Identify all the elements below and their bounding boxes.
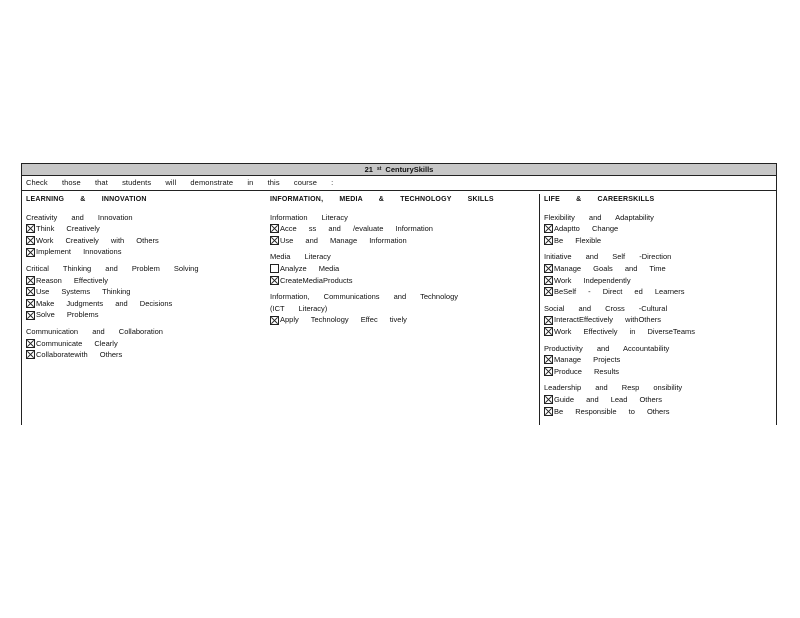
skill-item (270, 235, 532, 247)
checked-checkbox[interactable] (544, 236, 553, 245)
skill-item (544, 263, 776, 275)
table-title (22, 163, 776, 176)
checked-checkbox[interactable] (26, 311, 35, 320)
skill-item (26, 298, 266, 310)
skill-item (544, 366, 776, 378)
divider (22, 190, 776, 191)
skill-group (270, 212, 532, 247)
title-prefix: 21 (364, 165, 373, 174)
checked-checkbox[interactable] (26, 248, 35, 257)
skill-item (544, 286, 776, 298)
group-title: Critical Thinking and Problem Solving (26, 263, 199, 273)
skill-group (270, 251, 532, 286)
checked-checkbox[interactable] (544, 395, 553, 404)
skill-label: Communicate Clearly (36, 338, 118, 348)
group-subtitle: (ICT Literacy) (270, 303, 328, 313)
skill-label: Manage Projects (554, 355, 621, 365)
skill-item (26, 286, 266, 298)
skill-group (544, 212, 776, 247)
skill-group (544, 382, 776, 417)
skill-item (26, 309, 266, 321)
skill-label: CreateMediaProducts (280, 275, 353, 285)
column-heading: LIFE & CAREERSKILLS (544, 196, 655, 203)
checked-checkbox[interactable] (26, 224, 35, 233)
checked-checkbox[interactable] (544, 327, 553, 336)
skill-label: InteractEffectively withOthers (554, 315, 661, 325)
checked-checkbox[interactable] (270, 276, 279, 285)
skill-group (270, 291, 532, 326)
column-information (270, 194, 532, 331)
group-title: Productivity and Accountability (544, 343, 670, 353)
skill-item (544, 275, 776, 287)
skill-group (544, 343, 776, 378)
checked-checkbox[interactable] (26, 299, 35, 308)
skill-item (270, 263, 532, 275)
skill-label: Reason Effectively (36, 275, 108, 285)
skill-group (544, 303, 776, 338)
skill-item (26, 235, 266, 247)
skill-label: Apply Technology Effec tively (280, 315, 407, 325)
skill-label: Acce ss and /evaluate Information (280, 224, 433, 234)
skill-group (26, 326, 266, 361)
checked-checkbox[interactable] (544, 316, 553, 325)
group-title: Communication and Collaboration (26, 326, 163, 336)
skill-label: Implement Innovations (36, 247, 122, 257)
skill-label: Use Systems Thinking (36, 287, 131, 297)
skill-item (270, 275, 532, 287)
checked-checkbox[interactable] (544, 264, 553, 273)
skill-item (26, 275, 266, 287)
title-text: CenturySkills (385, 165, 434, 174)
checked-checkbox[interactable] (26, 350, 35, 359)
instruction-text: Check those that students will demonstrate in this course : (26, 178, 334, 187)
skill-label: Make Judgments and Decisions (36, 298, 173, 308)
skill-item (270, 314, 532, 326)
skill-item (270, 223, 532, 235)
group-title: Leadership and Resp onsibility (544, 383, 683, 393)
skill-item (26, 338, 266, 350)
group-title: Social and Cross -Cultural (544, 303, 668, 313)
group-title: Media Literacy (270, 252, 331, 262)
skill-item (26, 223, 266, 235)
skill-group (544, 251, 776, 297)
group-title: Initiative and Self -Direction (544, 252, 672, 262)
skill-group (26, 263, 266, 321)
skill-label: Be Flexible (554, 235, 602, 245)
checked-checkbox[interactable] (544, 355, 553, 364)
group-title: Information Literacy (270, 212, 348, 222)
checked-checkbox[interactable] (270, 224, 279, 233)
group-title: Creativity and Innovation (26, 212, 133, 222)
skill-group (26, 212, 266, 258)
checked-checkbox[interactable] (544, 287, 553, 296)
skill-label: Manage Goals and Time (554, 263, 666, 273)
group-title: Information, Communications and Technology (270, 292, 459, 302)
group-title: Flexibility and Adaptability (544, 212, 654, 222)
skill-item (544, 406, 776, 418)
skill-label: BeSelf - Direct ed Learners (554, 287, 685, 297)
skill-label: Think Creatively (36, 224, 100, 234)
checked-checkbox[interactable] (544, 407, 553, 416)
skill-label: Be Responsible to Others (554, 406, 670, 416)
checked-checkbox[interactable] (26, 236, 35, 245)
skill-label: Produce Results (554, 366, 620, 376)
checked-checkbox[interactable] (270, 316, 279, 325)
column-life (539, 194, 776, 425)
checked-checkbox[interactable] (270, 236, 279, 245)
column-heading: LEARNING & INNOVATION (26, 196, 147, 203)
skill-item (26, 246, 266, 258)
title-superscript: st (376, 166, 382, 172)
skill-label: Work Effectively in DiverseTeams (554, 326, 696, 336)
skill-item (544, 354, 776, 366)
skill-label: Solve Problems (36, 310, 99, 320)
skill-label: Collaboratewith Others (36, 350, 123, 360)
column-heading: INFORMATION, MEDIA & TECHNOLOGY SKILLS (270, 196, 494, 203)
checked-checkbox[interactable] (544, 224, 553, 233)
checked-checkbox[interactable] (544, 276, 553, 285)
skill-item (544, 394, 776, 406)
skill-item (544, 235, 776, 247)
skill-item (544, 223, 776, 235)
skill-label: Guide and Lead Others (554, 394, 662, 404)
skill-label: Work Independently (554, 275, 631, 285)
skill-item (544, 326, 776, 338)
skills-table (21, 163, 777, 425)
skill-item (544, 314, 776, 326)
checked-checkbox[interactable] (26, 276, 35, 285)
skill-label: Adaptto Change (554, 224, 619, 234)
skill-label: Use and Manage Information (280, 235, 407, 245)
checked-checkbox[interactable] (26, 287, 35, 296)
empty-checkbox[interactable] (270, 264, 279, 273)
skill-label: Analyze Media (280, 263, 340, 273)
column-learning (26, 194, 266, 366)
skill-item (26, 349, 266, 361)
checked-checkbox[interactable] (544, 367, 553, 376)
skill-label: Work Creatively with Others (36, 235, 159, 245)
checked-checkbox[interactable] (26, 339, 35, 348)
